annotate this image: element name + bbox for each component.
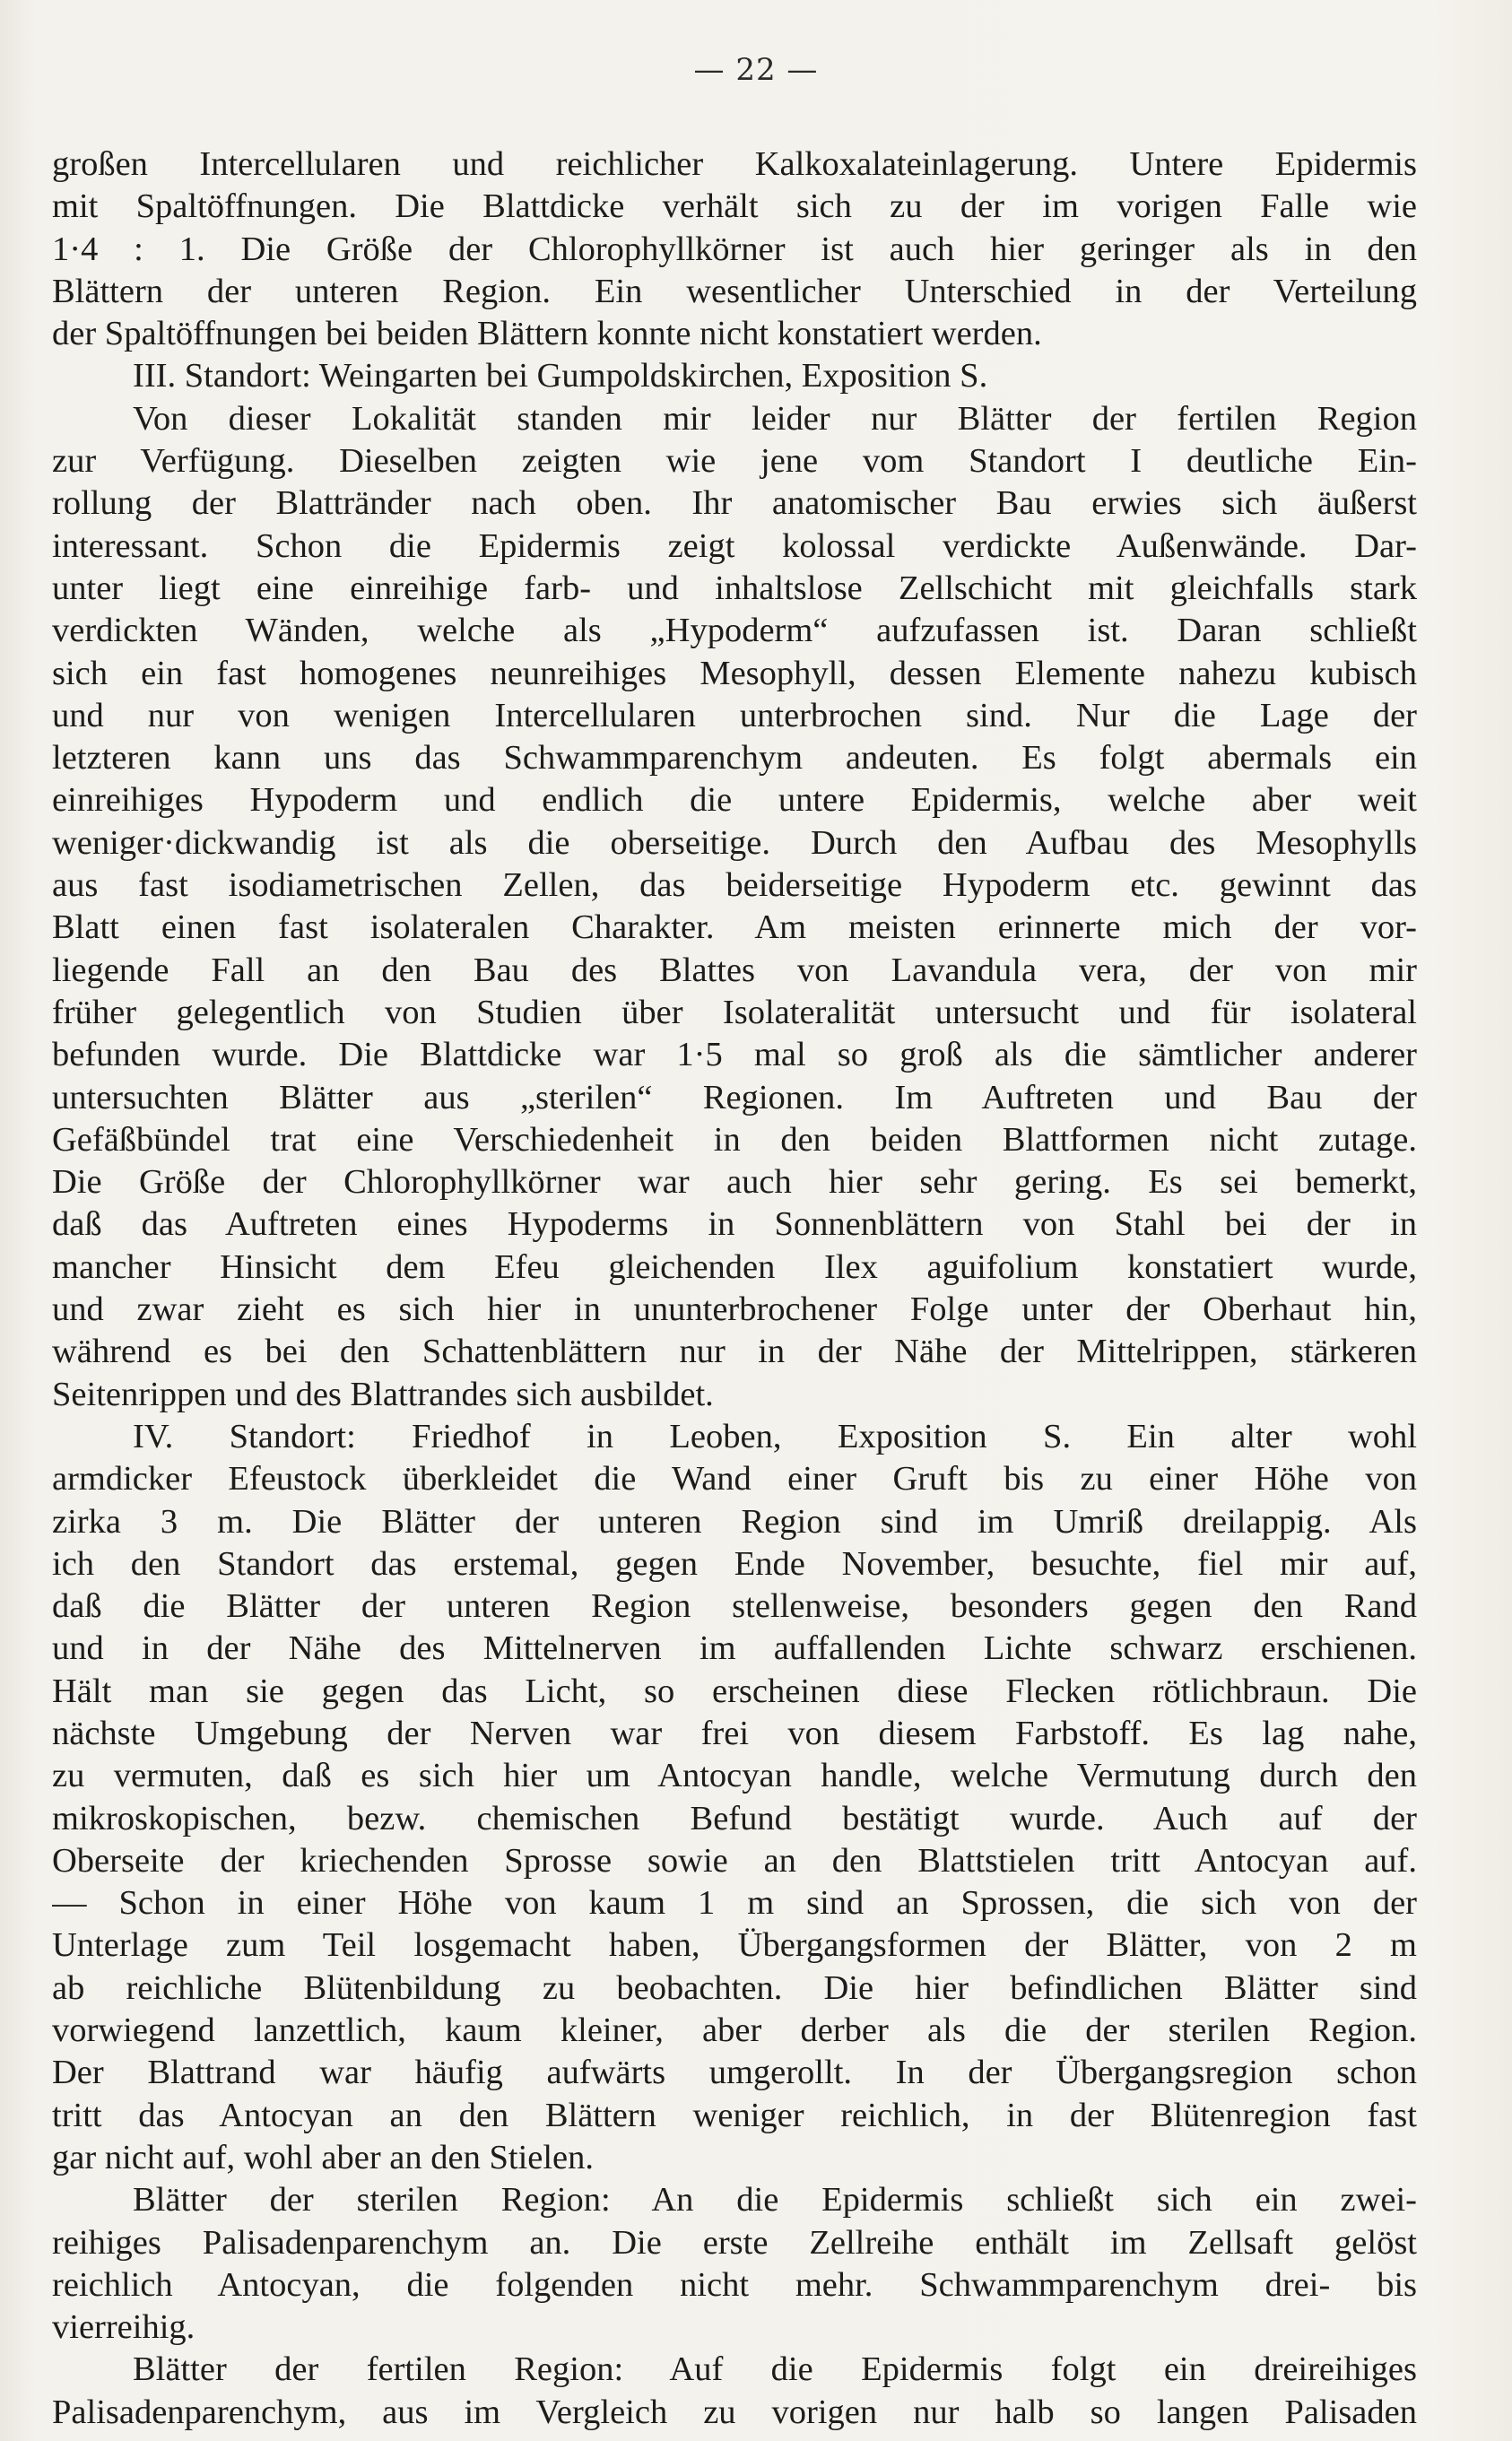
text-line: Palisadenparenchym, aus im Vergleich zu vorigen nur halb so langen Palisaden (52, 2393, 1417, 2431)
text-line: weniger·dickwandig ist als die oberseitige. Durch den Aufbau des Mesophylls (52, 823, 1417, 862)
text-line: unter liegt eine einreihige farb- und inhaltslose Zellschicht mit gleichfalls stark (52, 569, 1417, 607)
text-line: und zwar zieht es sich hier in ununterbrochener Folge unter der Oberhaut hin, (52, 1290, 1417, 1329)
text-line: und in der Nähe des Mittelnerven im auffallenden Lichte schwarz erschienen. (52, 1629, 1417, 1668)
text-line: Seitenrippen und des Blattrandes sich ausbildet. (52, 1375, 714, 1413)
text-line: Blätter der fertilen Region: Auf die Epidermis folgt ein dreireihiges (133, 2350, 1417, 2389)
text-line: Der Blattrand war häufig aufwärts umgerollt. In der Übergangsregion schon (52, 2054, 1417, 2092)
text-line: Hält man sie gegen das Licht, so erscheinen diese Flecken rötlichbraun. Die (52, 1672, 1417, 1710)
text-line: während es bei den Schattenblättern nur in der Nähe der Mittelrippen, stärkeren (52, 1333, 1417, 1371)
text-line: daß das Auftreten eines Hypoderms in Sonnenblättern von Stahl bei der in (52, 1205, 1417, 1244)
text-line: Gefäßbündel trat eine Verschiedenheit in den beiden Blattformen nicht zutage. (52, 1120, 1417, 1159)
text-line: Unterlage zum Teil losgemacht haben, Übergangsformen der Blätter, von 2 m (52, 1926, 1417, 1965)
text-line: Von dieser Lokalität standen mir leider nur Blätter der fertilen Region (133, 399, 1417, 438)
text-line: vierreihig. (52, 2308, 196, 2347)
text-line: ich den Standort das erstemal, gegen Ende November, besuchte, fiel mir auf, (52, 1544, 1417, 1583)
text-line: aus fast isodiametrischen Zellen, das beiderseitige Hypoderm etc. gewinnt das (52, 866, 1417, 905)
text-line: reihiges Palisadenparenchym an. Die erste Zellreihe enthält im Zellsaft gelöst (52, 2223, 1417, 2262)
text-line: untersuchten Blätter aus „sterilen“ Regionen. Im Auftreten und Bau der (52, 1078, 1417, 1116)
text-line: Blatt einen fast isolateralen Charakter. Am meisten erinnerte mich der vor- (52, 908, 1417, 947)
text-line: mit Spaltöffnungen. Die Blattdicke verhält sich zu der im vorigen Falle wie (52, 187, 1417, 226)
text-line: sich ein fast homogenes neunreihiges Mesophyll, dessen Elemente nahezu kubisch (52, 654, 1417, 692)
text-line: und nur von wenigen Intercellularen unterbrochen sind. Nur die Lage der (52, 696, 1417, 734)
text-line: mikroskopischen, bezw. chemischen Befund bestätigt wurde. Auch auf der (52, 1799, 1417, 1837)
text-line: vorwiegend lanzettlich, kaum kleiner, aber derber als die der sterilen Region. (52, 2011, 1417, 2050)
text-line: tritt das Antocyan an den Blättern weniger reichlich, in der Blütenregion fast (52, 2096, 1417, 2134)
text-line: rollung der Blattränder nach oben. Ihr anatomischer Bau erwies sich äußerst (52, 484, 1417, 523)
text-line: Blättern der unteren Region. Ein wesentlicher Unterschied in der Verteilung (52, 272, 1417, 310)
text-line: — Schon in einer Höhe von kaum 1 m sind an Sprossen, die sich von der (52, 1884, 1417, 1923)
text-line: Oberseite der kriechenden Sprosse sowie an den Blattstielen tritt Antocyan auf. (52, 1841, 1417, 1880)
text-line: IV. Standort: Friedhof in Leoben, Exposition S. Ein alter wohl (133, 1417, 1417, 1455)
text-line: verdickten Wänden, welche als „Hypoderm“ aufzufassen ist. Daran schließt (52, 612, 1417, 650)
text-line: zur Verfügung. Dieselben zeigten wie jene vom Standort I deutliche Ein- (52, 442, 1417, 481)
text-line: letzteren kann uns das Schwammparenchym andeuten. Es folgt abermals ein (52, 739, 1417, 777)
text-line: daß die Blätter der unteren Region stellenweise, besonders gegen den Rand (52, 1587, 1417, 1626)
text-line: Die Größe der Chlorophyllkörner war auch hier sehr gering. Es sei bemerkt, (52, 1163, 1417, 1202)
text-line: reichlich Antocyan, die folgenden nicht mehr. Schwammparenchym drei- bis (52, 2265, 1417, 2304)
body-text (52, 143, 1417, 2434)
text-line: armdicker Efeustock überkleidet die Wand einer Gruft bis zu einer Höhe von (52, 1460, 1417, 1498)
text-line: zu vermuten, daß es sich hier um Antocyan handle, welche Vermutung durch den (52, 1757, 1417, 1795)
text-line: 1·4 : 1. Die Größe der Chlorophyllkörner ist auch hier geringer als in den (52, 230, 1417, 268)
text-line: liegende Fall an den Bau des Blattes von Lavandula vera, der von mir (52, 951, 1417, 989)
text-line: einreihiges Hypoderm und endlich die untere Epidermis, welche aber weit (52, 781, 1417, 820)
text-line: der Spaltöffnungen bei beiden Blättern konnte nicht konstatiert werden. (52, 315, 1042, 353)
text-line: zirka 3 m. Die Blätter der unteren Region sind im Umriß dreilappig. Als (52, 1502, 1417, 1541)
text-line: gar nicht auf, wohl aber an den Stielen. (52, 2138, 595, 2176)
page-number: — 22 — (693, 52, 819, 88)
text-line: III. Standort: Weingarten bei Gumpoldskirchen, Exposition S. (133, 357, 988, 395)
text-line: früher gelegentlich von Studien über Isolateralität untersucht und für isolateral (52, 993, 1417, 1031)
text-line: nächste Umgebung der Nerven war frei von diesem Farbstoff. Es lag nahe, (52, 1714, 1417, 1752)
text-line: ab reichliche Blütenbildung zu beobachten. Die hier befindlichen Blätter sind (52, 1968, 1417, 2007)
text-line: Blätter der sterilen Region: An die Epidermis schließt sich ein zwei- (133, 2181, 1417, 2219)
text-line: befunden wurde. Die Blattdicke war 1·5 mal so groß als die sämtlicher anderer (52, 1036, 1417, 1074)
text-line: großen Intercellularen und reichlicher Kalkoxalateinlagerung. Untere Epidermis (52, 145, 1417, 183)
text-line: interessant. Schon die Epidermis zeigt kolossal verdickte Außenwände. Dar- (52, 526, 1417, 565)
text-line: mancher Hinsicht dem Efeu gleichenden Ilex aguifolium konstatiert wurde, (52, 1247, 1417, 1286)
